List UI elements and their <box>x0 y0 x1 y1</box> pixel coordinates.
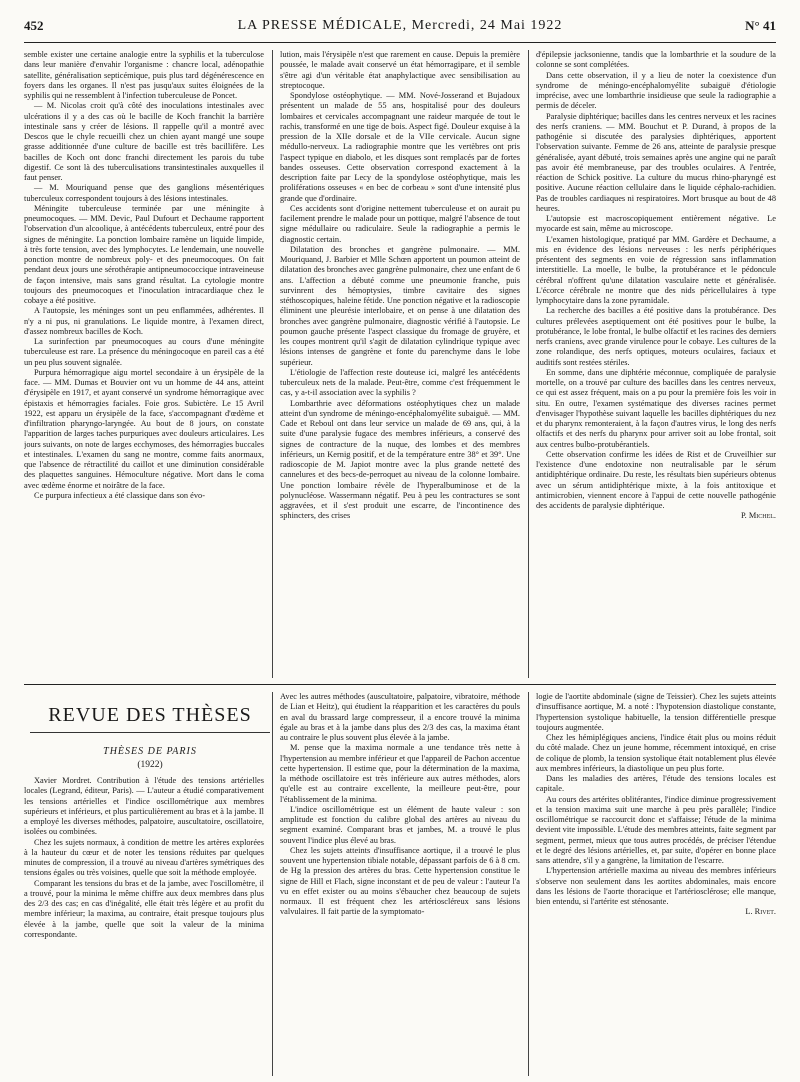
paragraph: L'examen histologique, pratiqué par MM. Gardère et Dechaume, a mis en évidence des lésions nerveuses : les nerfs périphériques présentent des segments en voie de régression sans inflammation interstitielle. La moelle, le bulbe, la protubérance et le pédoncule cérébral n'offrent qu'une dilatation vasculaire nette et généralisée. L'écorce cérébrale ne montre que des nids péricellulaires à type lymphocytaire dans la zone pyramidale. <box>536 234 776 305</box>
issue-number: N° 41 <box>745 18 776 33</box>
column-divider <box>528 692 529 1076</box>
theses-subheading: THÈSES DE PARIS <box>103 746 197 757</box>
paragraph: L'indice oscillométrique est un élément de haute valeur : son amplitude est fonction du calibre global des artères au niveau du segment examiné. Comparant bras et jambes, M. a trouvé le plus souvent l'indice plus élevé au bras. <box>280 804 520 845</box>
paragraph: L'étiologie de l'affection reste douteuse ici, malgré les antécédents tuberculeux nets de la malade. Peut-être, comme c'est fréquemment le cas, y a-t-il association avec la syphilis ? <box>280 367 520 398</box>
paragraph: A l'autopsie, les méninges sont un peu enflammées, adhérentes. Il n'y a ni pus, ni granulations. Le liquide montre, à l'examen direct, d'assez nombreux bacilles de Koch. <box>24 306 264 336</box>
paragraph: — M. Mouriquand pense que des ganglions mésentériques tuberculeux correspondent toujours à des lésions intestinales. <box>24 183 264 203</box>
paragraph: Dans cette observation, il y a lieu de noter la coexistence d'un syndrome de méningo-encéphalomyélite subaiguë d'étiologie imprécise, avec une lombarthrie insidieuse que seule la radiographie a permis de déceler. <box>536 70 776 111</box>
paragraph: En somme, dans une diphtérie méconnue, compliquée de paralysie mortelle, on a trouvé par culture des bacilles dans les centres nerveux, ce qui est assez fréquent, mais on a pu pour la première fois les voir in situ. En outre, l'examen systématique des diverses racines permet d'envisager l'hypothèse suivant laquelle les bacilles diphtériques du nez et du pharynx remonteraient, à la façon d'autres virus, le long des nerfs olfactifs et des nerfs du pharynx pour arriver soit au lobe frontal, soit aux centres bulbo-protubérantiels. <box>536 367 776 449</box>
author-signature: L. Rivet. <box>745 907 776 917</box>
revue-column-1 <box>24 776 264 1076</box>
paragraph: Dans les maladies des artères, l'étude des tensions locales est capitale. <box>536 774 776 794</box>
page-number: 452 <box>24 18 44 33</box>
paragraph: Ce purpura infectieux a été classique dans son évo- <box>34 490 205 500</box>
revue-column-3 <box>536 692 776 1076</box>
section-rule <box>24 684 776 685</box>
journal-title: LA PRESSE MÉDICALE, Mercredi, 24 Mai 1922 <box>237 18 563 33</box>
top-column-1 <box>24 50 264 678</box>
paragraph: Lombarthrie avec déformations ostéophytiques chez un malade atteint d'un syndrome de méningo-encéphalomyélite subaiguë. — MM. Cade et Reboul ont dans leur service un malade de 69 ans, qui, à la suite d'une paralysie fugace des membres inférieurs, a conservé des signes de contracture de la nuque, des lombes et des membres inférieurs, un Kernig positif, et de la température entre 38° et 39°. Une radioscopie de M. Japiot montre avec la plus grande netteté des cannelures et des becs-de-perroquet au niveau de la colonne lombaire. Une ponction lombaire révèle de l'hyperalbuminose et de la polynucléose. Wassermann négatif. Peu à peu les contractures se sont aggravées, et il s'est produit une escarre, de l'incontinence des sphincters, des crises <box>280 398 520 521</box>
paragraph: Dilatation des bronches et gangrène pulmonaire. — MM. Mouriquand, J. Barbier et Mlle Schœn apportent un poumon atteint de dilatation des bronches avec gangrène pulmonaire, chez une enfant de 6 ans. L'affection a débuté comme une pneumonie franche, puis survinrent des hémoptysies, timbre cavitaire des signes stéthoscopiques, haleine fétide. Une ponction négative et la radioscopie éliminent une pleurésie interlobaire, et on pense à une dilatation des bronches avec gangrène pulmonaire, diagnostic vérifié à l'autopsie. Le poumon gauche présente l'aspect classique du fromage de gruyère, et les coupes montrent qu'il s'agit de dilatation cylindrique typique avec lésions intenses de gangrène et fonte du parenchyme dans le lobe supérieur. <box>280 244 520 367</box>
paragraph: semble exister une certaine analogie entre la syphilis et la tuberculose dans leur manière d'envahir l'organisme : chancre local, adénopathie satellite, généralisation septicémique, puis plus tard dégénérescence en foyers dans les organes. Il n'est pas jusqu'aux suites éloignées de la syphilis qui ne ressemblent à l'infection tuberculeuse de Poncet. <box>24 50 264 100</box>
paragraph: Cette observation confirme les idées de Rist et de Cruveilhier sur l'existence d'une endotoxine non neutralisable par le sérum antidiphtérique ordinaire. Du reste, les résultats bien supérieurs obtenus avec un sérum antidiphtérique mixte, à la fois antitoxique et antimicrobien, viennent encore à l'appui de cette nouvelle pathogénie des accidents de paralysie diphtérique. <box>536 449 776 510</box>
paragraph: Spondylose ostéophytique. — MM. Nové-Josserand et Bujadoux présentent un malade de 55 ans, hospitalisé pour des douleurs lombaires et cervicales accompagnant une raideur marquée de tout le rachis, transformé en une tige de bois. Aspect figé. Douleur exquise à la pression de la XIIe dorsale et de la VIIe cervicale. Aucun signe médullo-nerveux. La radiographie montre que les vertèbres ont pris l'aspect typique en diabolo, et les disques sont remplacés par de fortes bandes osseuses. Cette observation correspond exactement à la description faite par Lecy de la spondylose ostéophytique, mais les proliférations osseuses « en bec de corbeau » sont d'une intensité plus grande que d'ordinaire. <box>280 91 520 203</box>
paragraph: Comparant les tensions du bras et de la jambe, avec l'oscillomètre, il a trouvé, pour la minima le même chiffre aux deux membres dans plus des 2/3 des cas; en cas d'inégalité, elle était très légère et au profit du membre inférieur; la maxima, au contraire, était presque toujours plus élevée à la jambe, quelle que soit la valeur de la minima correspondante. <box>24 878 264 939</box>
top-column-2 <box>280 50 520 678</box>
paragraph: Purpura hémorragique aigu mortel secondaire à un érysipèle de la face. — MM. Dumas et Bouvier ont vu un homme de 44 ans, atteint d'érysipèle en 1917, et ayant conservé un syndrome hémorragique avec épistaxis et hémorragies faciales. Foie gros. Subictère. Le 15 Avril 1922, est apparu un érysipèle de la face, s'accompagnant d'œdème et d'infiltration pharyngo-laryngée. Au bout de 8 jours, on constate l'apparition de larges taches purpuriques avec douleurs articulaires. Les jours suivants, on note de larges ecchymoses, des hémorragies buccales et intestinales. L'examen du sang ne montre, comme faits anormaux, que l'absence de rétractilité du caillot et une diminution considérable des plaquettes sanguines. Hémoculture négative. Mort dans le coma avec œdème énorme et noirâtre de la face. <box>24 367 264 490</box>
paragraph: La surinfection par pneumocoques au cours d'une méningite tuberculeuse est rare. La présence du méningocoque en pareil cas a été un peu plus souvent signalée. <box>24 337 264 367</box>
paragraph: Au cours des artérites oblitérantes, l'indice diminue progressivement et la tension maxima suit une marche à peu près parallèle; l'indice oscillométrique se raccourcit donc et s'affaisse; l'étude de la minima devient vite impossible. L'étude des membres atteints, faite segment par segment, permet, mieux que tous autres procédés, de préciser l'étendue et le degré des lésions artérielles, et, par suite, d'opérer en bonne place sans attendre, s'il y a gangrène, la limitation de l'escarre. <box>536 794 776 865</box>
paragraph: Paralysie diphtérique; bacilles dans les centres nerveux et les racines des nerfs craniens. — MM. Bouchut et P. Durand, à propos de la pathogénie si discutée des paralysies diphtériques, apportent l'observation suivante. Femme de 26 ans, atteinte de paralysie presque généralisée, ayant débuté, trois semaines après une angine qui ne paraît pas avoir été membraneuse, par des troubles oculaires. A l'entrée, réaction de Schick positive. La culture du mucus rhino-pharyngé est positive. Aucune réaction cellulaire dans le liquide céphalo-rachidien. Pas de troubles cardiaques ni respiratoires. Mort brusque au bout de 48 heures. <box>536 111 776 213</box>
column-divider <box>272 692 273 1076</box>
paragraph: M. pense que la maxima normale a une tendance très nette à l'hypertension au membre inférieur et que l'appareil de Pachon accentue cette hypertension. Il estime que, pour la détermination de la maxima, la méthode oscillatoire est très inférieure aux autres méthodes, alors qu'elle est au contraire excellente, la meilleure peut-être, pour l'établissement de la minima. <box>280 743 520 804</box>
paragraph: L'hypertension artérielle maxima au niveau des membres inférieurs s'observe non seulement dans les aortites abdominales, mais encore dans les lésions de l'aorte thoracique et l'artériosclérose; elle manque, bien entendu, si l'artérite est sténosante. <box>536 866 776 906</box>
column-divider <box>272 50 273 678</box>
paragraph: — M. Nicolas croit qu'à côté des inoculations intestinales avec ulcérations il y a des cas où le bacille de Koch franchit la barrière intestinale sans y créer de lésions. Il rappelle qu'il a montré avec Descos que le chyle recueilli chez un chien ayant mangé une soupe grasse additionnée d'une culture de bacille est très bacillifère. Les bacilles de Koch ont donc franchi directement les parois du tube digestif. Ce sont là des tuberculisations transintestinales auxquelles il faut penser. <box>24 101 264 182</box>
paragraph: Ces accidents sont d'origine nettement tuberculeuse et on aurait pu facilement prendre le malade pour un pottique, malgré l'absence de tout signe médullaire ou radiculaire. Seule la radiographie a permis le diagnostic certain. <box>280 203 520 244</box>
revue-column-2 <box>280 692 520 1076</box>
revue-heading: REVUE DES THÈSES <box>48 704 252 726</box>
theses-year: (1922) <box>137 760 163 770</box>
paragraph: lution, mais l'érysipèle n'est que rarement en cause. Depuis la première poussée, le malade avait conservé un état hémorragipare, et il semble s'être agi d'un véritable état anaphylactique avec sensibilisation au streptocoque. <box>280 50 520 90</box>
paragraph: Chez les sujets atteints d'insuffisance aortique, il a trouvé le plus souvent une hypertension tibiale notable, dépassant parfois de 6 à 8 cm. de Hg la pression des artères du bras. Cette hypertension constitue le signe de Hill et Flach, signe inconstant et de peu de valeur : l'auteur l'a vu en effet exister ou au moins s'ébaucher chez beaucoup de sujets normaux. Il est fréquent chez les artérioscléreux sans lésions valvulaires. Il fait partie de la symptomato- <box>280 845 520 917</box>
author-signature: P. Michel. <box>740 511 776 521</box>
header-rule <box>24 42 776 43</box>
column-divider <box>528 50 529 678</box>
page-header <box>24 18 776 40</box>
top-column-3 <box>536 50 776 678</box>
paragraph: L'autopsie est macroscopiquement entièrement négative. Le myocarde est sain, même au microscope. <box>536 214 776 234</box>
paragraph: Méningite tuberculeuse terminée par une méningite à pneumocoques. — MM. Devic, Paul Dufourt et Dechaume rapportent l'observation d'un alcoolique, à antécédents tuberculeux, entré pour des signes de méningite. La ponction lombaire ramène un liquide limpide, à très forte tension, avec des lymphocytes. Le lendemain, une nouvelle ponction montre de nombreux poly- et des pneumocoques. On fait pendant deux jours une sérothérapie antipneumococcique intraveineuse de façon intensive, mais sans grand résultat. La cytologie montre toujours des pneumocoques et l'inoculation intracardiaque chez le cobaye a été positive. <box>24 203 264 305</box>
paragraph: Avec les autres méthodes (auscultatoire, palpatoire, vibratoire, méthode de Lian et Heitz), qui étudient la réapparition et les caractères du pouls en aval du brassard large compresseur, il a encore trouvé la minima égale au bras et à la jambe dans plus des 2/3 des cas, la maxima étant au contraire le plus souvent plus élevée à la jambe. <box>280 692 520 742</box>
paragraph: Xavier Mordret. Contribution à l'étude des tensions artérielles locales (Legrand, éditeur, Paris). — L'auteur a étudié comparativement les tensions artérielles et l'indice oscillométrique aux membres supérieurs et inférieurs, et plus particulièrement au bras et à la jambe. Il a employé les diverses méthodes, palpatoire, auscultatoire, oscillatoire, isolées ou combinées. <box>24 776 264 837</box>
paragraph: La recherche des bacilles a été positive dans la protubérance. Des cultures prélevées aseptiquement ont été positives pour le bulbe, la protubérance, le lobe frontal, le bulbe olfactif et les racines des derniers nerfs craniens, avec grande virulence pour le cobaye. Les cultures de la zone rolandique, des nerfs optiques, moteurs oculaires, faciaux et auditifs sont restées stériles. <box>536 306 776 367</box>
paragraph: logie de l'aortite abdominale (signe de Teissier). Chez les sujets atteints d'insuffisance aortique, M. a noté : l'hypotension diastolique constante, l'hypertension systolique habituelle, la tension différentielle presque toujours augmentée. <box>536 692 776 732</box>
revue-heading-rule <box>30 732 270 733</box>
paragraph: d'épilepsie jacksonienne, tandis que la lombarthrie et la soudure de la colonne se sont complétées. <box>536 50 776 70</box>
paragraph: Chez les sujets normaux, à condition de mettre les artères explorées à la hauteur du cœur et de noter les tensions réduites par quelques minutes de compression, il a trouvé au niveau d'artères symétriques des tensions égales ou très voisines, quelle que soit la méthode employée. <box>24 837 264 878</box>
paragraph: Chez les hémiplégiques anciens, l'indice était plus ou moins réduit du côté malade. Chez un jeune homme, récemment intoxiqué, en crise de colique de plomb, la tension systolique était notablement plus élevée aux membres inférieurs, la diastolique un peu plus forte. <box>536 733 776 773</box>
